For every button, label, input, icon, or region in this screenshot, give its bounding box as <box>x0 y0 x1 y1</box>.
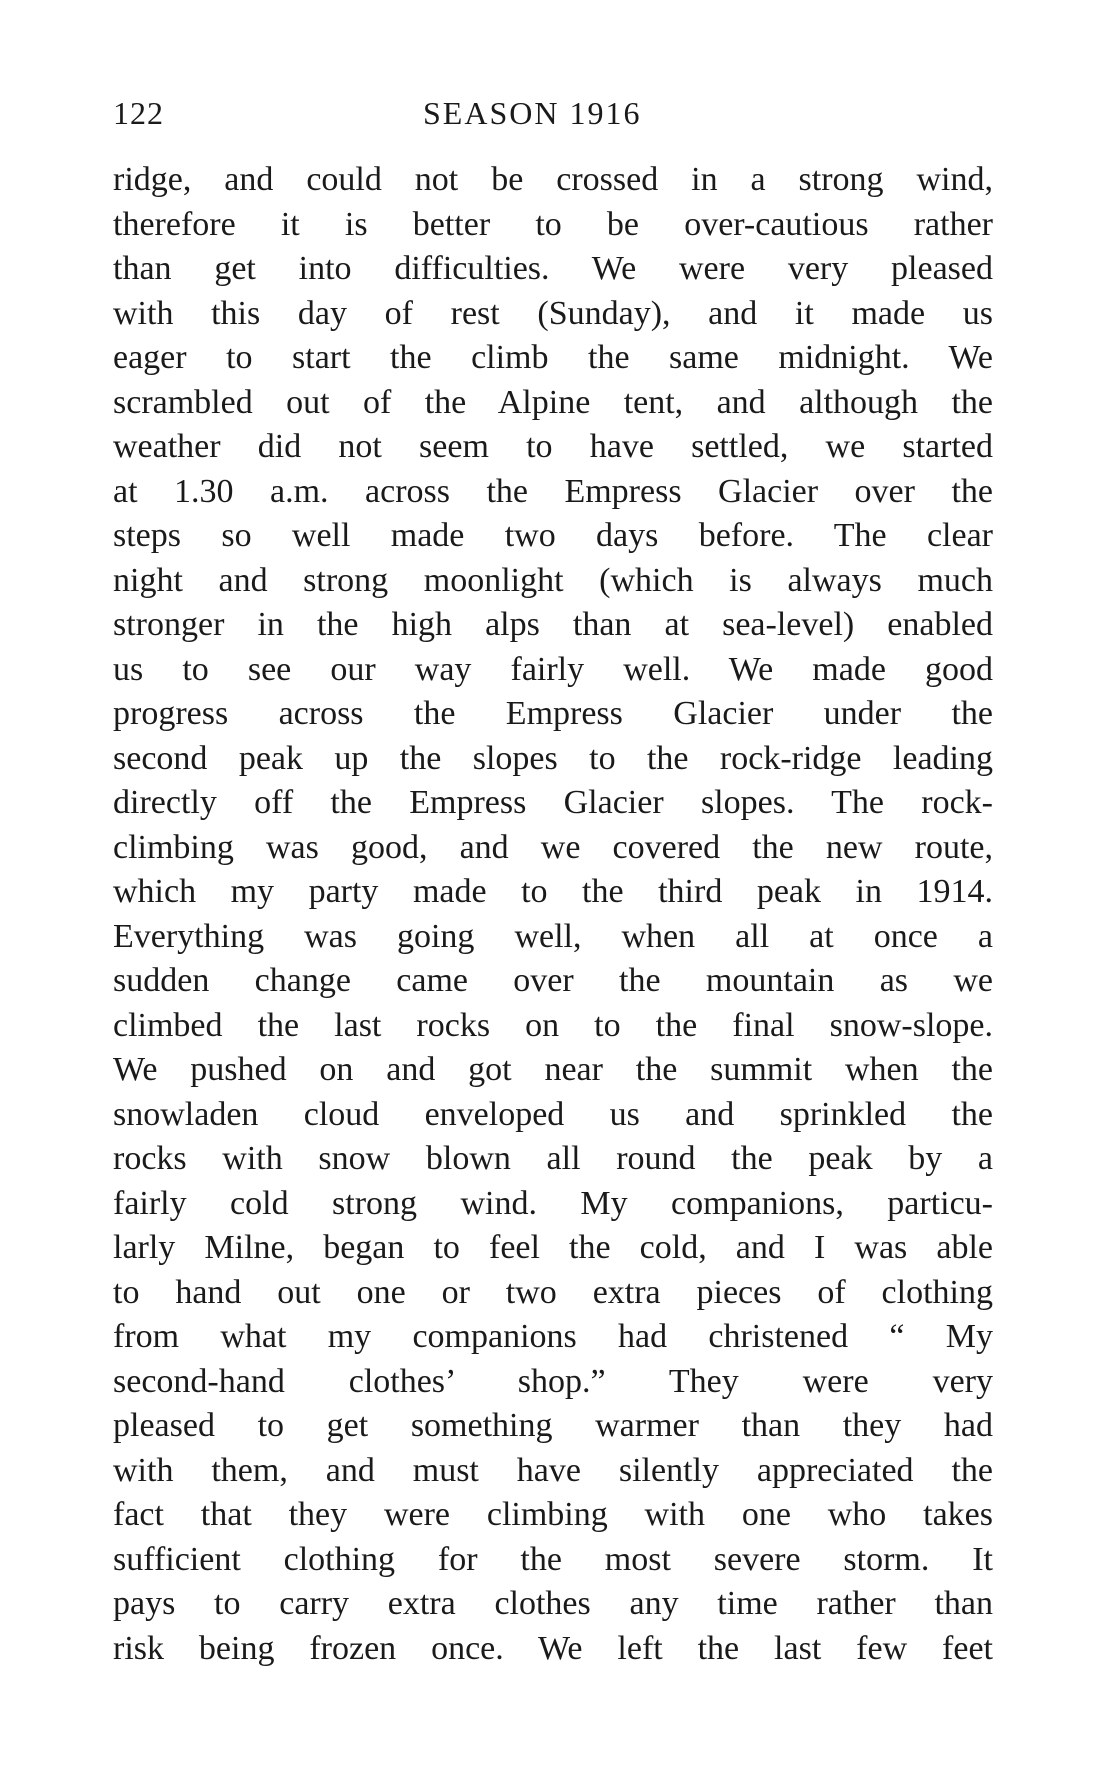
page-number: 122 <box>113 95 164 131</box>
text-line: sudden change came over the mountain as we <box>113 962 993 999</box>
text-line: snowladen cloud enveloped us and sprinkled the <box>113 1095 993 1133</box>
text-line: climbed the last rocks on to the final snow-slope. <box>113 1006 993 1044</box>
text-line: larly Milne, began to feel the cold, and I was able <box>113 1229 993 1266</box>
text-line: directly off the Empress Glacier slopes. The rock- <box>113 784 993 821</box>
text-line: fairly cold strong wind. My companions, particu- <box>113 1184 993 1222</box>
text-line: weather did not seem to have settled, we started <box>113 428 993 465</box>
text-line: with them, and must have silently appreciated the <box>113 1451 993 1489</box>
text-line: than get into difficulties. We were very pleased <box>113 250 993 287</box>
text-line: second-hand clothes’ shop.” They were very <box>113 1362 993 1400</box>
text-line: which my party made to the third peak in 1914. <box>113 873 993 910</box>
text-line: eager to start the climb the same midnight. We <box>113 339 993 376</box>
text-line: pays to carry extra clothes any time rather than <box>113 1585 993 1622</box>
text-line: risk being frozen once. We left the last few feet <box>113 1629 993 1667</box>
running-title: SEASON 1916 <box>423 95 642 131</box>
text-line: night and strong moonlight (which is always much <box>113 561 993 599</box>
text-line: sufficient clothing for the most severe storm. It <box>113 1540 993 1578</box>
text-line: pleased to get something warmer than they had <box>113 1407 993 1444</box>
text-line: steps so well made two days before. The clear <box>113 517 993 554</box>
text-line: fact that they were climbing with one who takes <box>113 1496 993 1533</box>
text-line: at 1.30 a.m. across the Empress Glacier over the <box>113 472 993 510</box>
text-line: Everything was going well, when all at once a <box>113 917 993 955</box>
text-line: to hand out one or two extra pieces of clothing <box>113 1273 993 1311</box>
text-line: progress across the Empress Glacier under the <box>113 695 993 732</box>
text-line: We pushed on and got near the summit when the <box>113 1051 993 1088</box>
text-line: with this day of rest (Sunday), and it made us <box>113 294 993 332</box>
text-line: scrambled out of the Alpine tent, and although the <box>113 383 993 421</box>
running-head <box>113 95 993 135</box>
text-line: ridge, and could not be crossed in a strong wind, <box>113 161 993 198</box>
text-line: us to see our way fairly well. We made good <box>113 650 993 688</box>
text-line: climbing was good, and we covered the new route, <box>113 828 993 866</box>
text-line: second peak up the slopes to the rock-ridge leading <box>113 739 993 777</box>
text-line: stronger in the high alps than at sea-level) enabled <box>113 606 993 643</box>
body-text <box>113 158 993 1671</box>
text-line: from what my companions had christened “ My <box>113 1318 993 1355</box>
text-line: rocks with snow blown all round the peak by a <box>113 1140 993 1177</box>
text-line: therefore it is better to be over-cautious rather <box>113 205 993 243</box>
